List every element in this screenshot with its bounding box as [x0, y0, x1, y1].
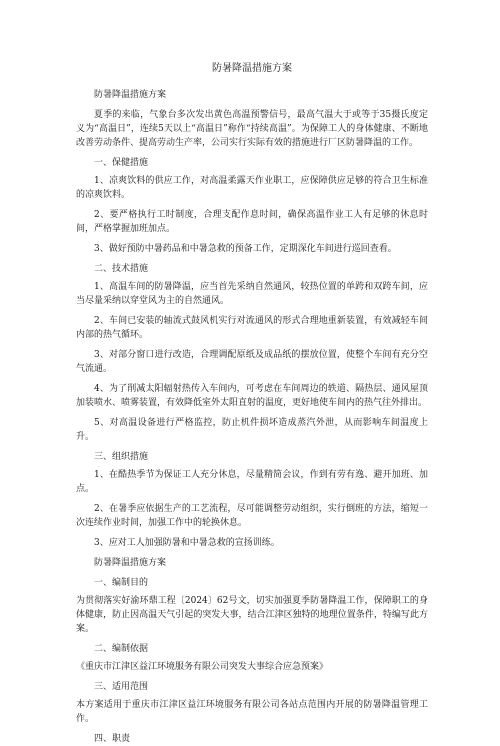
- list-item: 1、凉爽饮料的供应工作，对高温柔露天作业职工，应保障供应足够的符合卫生标准的凉爽饮料。: [76, 176, 428, 200]
- section-organization: [76, 450, 428, 550]
- section-heading: 一、保健措施: [94, 158, 149, 168]
- list-item: 5、对高温设备进行严格监控，防止机件损坏造成蒸汽外泄，从而影响车间温度上升。: [76, 418, 428, 442]
- section-heading: 三、适用范围: [94, 682, 149, 692]
- part2-scope: [76, 680, 428, 726]
- list-item: 4、为了削减太阳辐射热传入车间内，可考虑在车间周边的轶道、隔热层、通风屋顶加装喷水、喷雾装置，有效降低室外太阳直射的温度，更好地使车间内的热气往外排出。: [76, 384, 428, 408]
- document-title: 防暑降温措施方案: [212, 63, 292, 74]
- list-item: 3、对部分窗口进行改造，合理调配原纸及成品纸的摆放位置，使整个车间有充分空气流通。: [76, 350, 428, 374]
- second-title: 防暑降温措施方案: [94, 558, 167, 568]
- list-item: 2、在暑季应依据生产的工艺流程，尽可能调整劳动组织，实行倒班的方法，缩短一次连续作业时间，加强工作中的轮换休息。: [76, 504, 428, 528]
- intro-paragraph: 夏季的来临，气象台多次发出黄色高温预警信号，最高气温大于或等于35摄氏度定义为“高温日”，连续5天以上“高温日”称作“持续高温”。为保障工人的身体健康、不断地改善劳动条件、提高劳动生产率，公司实行实际有效的措施进行厂区防暑降温的工作。: [76, 110, 428, 148]
- part2-basis: [76, 642, 428, 674]
- list-item: 2、要严格执行工时制度，合理支配作息时间，确保高温作业工人有足够的休息时间，严格掌握加班加点。: [76, 210, 428, 234]
- section-text: 《重庆市江津区益江环境服务有限公司突发大事综合应急预案》: [76, 662, 329, 672]
- list-item: 3、应对工人加强防暑和中暑急救的宣扬训练。: [94, 538, 280, 548]
- section-text: 为贯彻落实好渝环鼎工程〔2024〕62号文，切实加强夏季防暑降温工作，保障职工的身体健康，防止因高温天气引起的突发大事，结合江津区独特的地理位置条件，特编写此方案。: [76, 596, 428, 634]
- section-heading: 四、职责: [94, 734, 131, 744]
- part2-duties: [76, 732, 428, 746]
- list-item: 3、做好预防中暑药品和中暑急救的预备工作，定期深化车间进行巡回查看。: [94, 244, 397, 254]
- list-item: 1、高温车间的防暑降温，应当首先采纳自然通风，较热位置的单跨和双跨车间，应当尽量采纳以穿堂风为主的自然通风。: [76, 282, 428, 306]
- section-heading: 三、组织措施: [94, 452, 149, 462]
- section-heading: 一、编制目的: [94, 578, 149, 588]
- document-subtitle: 防暑降温措施方案: [94, 90, 167, 100]
- list-item: 1、在酷热季节为保证工人充分休息，尽量精简会议，作到有劳有逸、避开加班、加点。: [76, 470, 428, 494]
- section-technical: [76, 262, 428, 444]
- section-heading: 二、技术措施: [94, 264, 149, 274]
- part2-purpose: [76, 576, 428, 636]
- section-heading: 二、编制依据: [94, 644, 149, 654]
- list-item: 2、车间已安装的轴流式鼓风机实行对流通风的形式合理地重新装置，有效减轻车间内部的热气循环。: [76, 316, 428, 340]
- section-health: [76, 156, 428, 256]
- section-text: 本方案适用于重庆市江津区益江环境服务有限公司各站点范围内开展的防暑降温管理工作。: [76, 700, 428, 724]
